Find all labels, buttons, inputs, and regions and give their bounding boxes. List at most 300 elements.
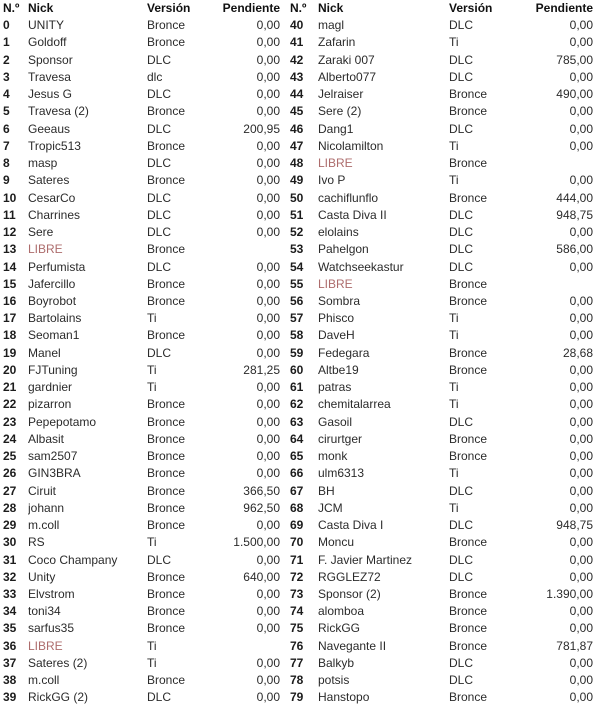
cell-pendiente: 0,00 [569,466,593,481]
cell-pendiente: 490,00 [556,87,593,102]
cell-nick: Manel [28,345,61,360]
cell-version: DLC [147,207,172,222]
cell-row-number: 49 [290,173,304,188]
cell-nick: Fedegara [318,345,370,360]
cell-row-number: 13 [3,242,17,257]
cell-row-number: 24 [3,431,17,446]
cell-version: Bronce [449,156,488,171]
cell-nick: Tropic513 [28,138,81,153]
cell-row-number: 65 [290,449,304,464]
cell-row-number: 58 [290,328,304,343]
cell-nick: Coco Champany [28,552,118,567]
cell-pendiente: 0,00 [569,655,593,670]
cell-row-number: 18 [3,328,17,343]
cell-pendiente: 0,00 [569,569,593,584]
cell-nick: Geeaus [28,121,71,136]
cell-nick: BH [318,483,335,498]
cell-version: Bronce [147,242,186,257]
cell-nick: Jesus G [28,87,73,102]
cell-row-number: 66 [290,466,304,481]
cell-row-number: 23 [3,414,17,429]
cell-pendiente: 0,00 [569,362,593,377]
cell-row-number: 26 [3,466,17,481]
cell-version: DLC [147,87,172,102]
cell-pendiente: 1.500,00 [233,535,280,550]
cell-row-number: 31 [3,552,17,567]
cell-version: Bronce [449,362,488,377]
cell-version: Ti [147,311,157,326]
cell-nick: magl [318,18,345,33]
cell-row-number: 57 [290,311,304,326]
cell-row-number: 33 [3,586,17,601]
cell-version: DLC [147,225,172,240]
cell-version: Bronce [147,586,186,601]
cell-nick: gardnier [28,380,73,395]
cell-version: Bronce [449,621,488,636]
cell-version: DLC [449,673,474,688]
cell-row-number: 4 [3,87,10,102]
cell-pendiente: 0,00 [569,397,593,412]
cell-nick: UNITY [28,18,64,33]
cell-nick: Travesa (2) [28,104,89,119]
cell-pendiente: 0,00 [569,500,593,515]
cell-row-number: 53 [290,242,304,257]
cell-row-number: 59 [290,345,304,360]
cell-nick: Zafarin [318,35,356,50]
cell-pendiente: 0,00 [256,673,280,688]
cell-version: Ti [147,362,157,377]
cell-row-number: 44 [290,87,304,102]
cell-row-number: 67 [290,483,304,498]
cell-version: Bronce [449,190,488,205]
cell-row-number: 78 [290,673,304,688]
column-header-num: N.º [290,1,307,15]
cell-version: Bronce [147,293,186,308]
cell-version: Bronce [147,414,186,429]
cell-nick: alomboa [318,604,365,619]
cell-pendiente: 0,00 [256,518,280,533]
cell-pendiente: 0,00 [256,156,280,171]
cell-version: Bronce [449,586,488,601]
cell-row-number: 27 [3,483,17,498]
cell-pendiente: 0,00 [256,138,280,153]
column-header-pendiente: Pendiente [535,1,593,15]
cell-version: DLC [449,18,474,33]
cell-pendiente: 0,00 [569,449,593,464]
cell-pendiente: 444,00 [556,190,593,205]
cell-pendiente: 0,00 [569,259,593,274]
column-header-nick: Nick [28,1,54,15]
column-header-pendiente: Pendiente [222,1,280,15]
cell-nick-libre: LIBRE [318,276,353,291]
cell-row-number: 7 [3,138,10,153]
cell-row-number: 61 [290,380,304,395]
cell-pendiente: 0,00 [256,604,280,619]
cell-row-number: 41 [290,35,304,50]
cell-pendiente: 0,00 [256,414,280,429]
cell-nick: Dang1 [318,121,354,136]
cell-row-number: 48 [290,156,304,171]
cell-nick: Phisco [318,311,355,326]
cell-pendiente: 0,00 [256,225,280,240]
cell-version: DLC [449,552,474,567]
cell-pendiente: 0,00 [256,621,280,636]
cell-pendiente: 0,00 [256,207,280,222]
cell-version: Ti [449,138,459,153]
cell-row-number: 10 [3,190,17,205]
cell-nick: cachiflunflo [318,190,379,205]
cell-nick: Bartolains [28,311,82,326]
cell-pendiente: 0,00 [569,552,593,567]
cell-pendiente: 281,25 [243,362,280,377]
cell-pendiente: 0,00 [256,380,280,395]
cell-nick: Casta Diva II [318,207,387,222]
cell-pendiente [513,155,600,172]
cell-nick: chemitalarrea [318,397,391,412]
cell-row-number: 30 [3,535,17,550]
cell-pendiente [209,638,287,655]
table-right-pane [287,0,600,707]
cell-row-number: 40 [290,18,304,33]
cell-row-number: 46 [290,121,304,136]
cell-row-number: 34 [3,604,17,619]
cell-row-number: 51 [290,207,304,222]
cell-nick-libre: LIBRE [318,156,353,171]
cell-nick: Sere [28,225,54,240]
cell-pendiente: 0,00 [256,311,280,326]
cell-version: dlc [147,69,163,84]
cell-pendiente: 28,68 [562,345,593,360]
cell-version: DLC [449,569,474,584]
cell-pendiente: 0,00 [569,293,593,308]
cell-nick: RGGLEZ72 [318,569,381,584]
cell-pendiente: 0,00 [256,35,280,50]
cell-pendiente: 1.390,00 [546,586,593,601]
cell-pendiente: 0,00 [256,18,280,33]
cell-pendiente: 0,00 [569,431,593,446]
cell-nick: johann [28,500,65,515]
cell-version: Ti [449,397,459,412]
cell-nick: Navegante II [318,638,387,653]
cell-version: Ti [449,311,459,326]
cell-version: Bronce [147,466,186,481]
cell-pendiente: 0,00 [256,69,280,84]
cell-row-number: 77 [290,655,304,670]
cell-nick: GIN3BRA [28,466,81,481]
cell-version: DLC [147,345,172,360]
cell-nick: Unity [28,569,56,584]
cell-nick: Zaraki 007 [318,52,375,67]
cell-row-number: 6 [3,121,10,136]
cell-pendiente: 0,00 [256,655,280,670]
cell-row-number: 14 [3,259,17,274]
cell-nick: m.coll [28,673,60,688]
cell-row-number: 32 [3,569,17,584]
cell-pendiente: 0,00 [256,190,280,205]
cell-pendiente: 948,75 [556,207,593,222]
cell-row-number: 36 [3,638,17,653]
cell-version: DLC [449,242,474,257]
cell-version: Ti [147,535,157,550]
cell-version: Ti [449,173,459,188]
cell-pendiente: 366,50 [243,483,280,498]
cell-nick: Jelraiser [318,87,364,102]
cell-pendiente: 0,00 [569,35,593,50]
cell-row-number: 5 [3,104,10,119]
cell-version: Ti [449,380,459,395]
cell-nick: Sponsor [28,52,73,67]
cell-version: Bronce [449,604,488,619]
cell-version: Bronce [449,638,488,653]
cell-row-number: 28 [3,500,17,515]
cell-pendiente: 781,87 [556,638,593,653]
cell-row-number: 52 [290,225,304,240]
cell-nick: toni34 [28,604,61,619]
cell-pendiente [209,241,287,258]
cell-row-number: 3 [3,69,10,84]
cell-version: DLC [147,156,172,171]
cell-row-number: 1 [3,35,10,50]
cell-version: Bronce [147,104,186,119]
cell-version: Bronce [147,173,186,188]
cell-pendiente: 0,00 [256,87,280,102]
cell-version: Ti [449,500,459,515]
cell-pendiente: 586,00 [556,242,593,257]
cell-nick: Hanstopo [318,690,370,705]
cell-pendiente: 0,00 [256,173,280,188]
cell-pendiente: 640,00 [243,569,280,584]
cell-pendiente: 0,00 [569,328,593,343]
cell-version: Bronce [147,449,186,464]
cell-nick: Gasoil [318,414,353,429]
cell-nick: Charrines [28,207,81,222]
cell-version: DLC [449,655,474,670]
cell-nick: elolains [318,225,359,240]
cell-pendiente: 0,00 [569,380,593,395]
cell-nick: F. Javier Martinez [318,552,413,567]
cell-pendiente: 0,00 [256,52,280,67]
cell-nick: Altbe19 [318,362,359,377]
cell-row-number: 21 [3,380,17,395]
cell-version: DLC [147,259,172,274]
cell-version: DLC [449,259,474,274]
cell-version: DLC [147,690,172,705]
cell-nick-libre: LIBRE [28,638,63,653]
cell-nick: Albasit [28,431,65,446]
cell-nick: Sombra [318,293,361,308]
cell-nick: ulm6313 [318,466,365,481]
cell-nick: Watchseekastur [318,259,404,274]
cell-pendiente: 0,00 [256,345,280,360]
cell-nick: Travesa [28,69,71,84]
cell-pendiente: 0,00 [569,535,593,550]
cell-nick: Sere (2) [318,104,362,119]
cell-pendiente: 200,95 [243,121,280,136]
cell-version: Bronce [147,35,186,50]
cell-version: DLC [449,52,474,67]
column-header-nick: Nick [318,1,344,15]
cell-pendiente: 0,00 [569,18,593,33]
cell-row-number: 71 [290,552,304,567]
cell-nick: Pepepotamo [28,414,97,429]
cell-version: DLC [147,190,172,205]
cell-row-number: 39 [3,690,17,705]
cell-row-number: 47 [290,138,304,153]
cell-version: DLC [147,121,172,136]
cell-pendiente: 0,00 [569,311,593,326]
cell-row-number: 19 [3,345,17,360]
cell-pendiente: 785,00 [556,52,593,67]
cell-row-number: 75 [290,621,304,636]
cell-row-number: 45 [290,104,304,119]
cell-version: DLC [449,414,474,429]
cell-nick: Casta Diva I [318,518,384,533]
cell-version: Bronce [449,431,488,446]
cell-pendiente: 0,00 [569,138,593,153]
cell-row-number: 12 [3,225,17,240]
cell-version: DLC [449,69,474,84]
cell-version: DLC [449,225,474,240]
cell-pendiente: 0,00 [256,328,280,343]
cell-row-number: 55 [290,276,304,291]
cell-row-number: 64 [290,431,304,446]
cell-nick: Ivo P [318,173,346,188]
cell-pendiente: 0,00 [569,69,593,84]
cell-row-number: 63 [290,414,304,429]
cell-row-number: 79 [290,690,304,705]
cell-nick: Balkyb [318,655,355,670]
cell-row-number: 70 [290,535,304,550]
cell-row-number: 69 [290,518,304,533]
cell-pendiente: 0,00 [569,225,593,240]
cell-row-number: 0 [3,18,10,33]
cell-row-number: 38 [3,673,17,688]
cell-version: Bronce [147,138,186,153]
cell-pendiente: 0,00 [256,397,280,412]
cell-pendiente: 0,00 [256,259,280,274]
cell-nick: Sateres [28,173,70,188]
cell-version: DLC [147,552,172,567]
cell-nick: Ciruit [28,483,57,498]
cell-pendiente: 0,00 [569,621,593,636]
cell-version: Bronce [449,276,488,291]
cell-row-number: 54 [290,259,304,274]
column-header-version: Versión [147,1,191,15]
cell-row-number: 43 [290,69,304,84]
cell-nick: m.coll [28,518,60,533]
cell-version: Bronce [147,397,186,412]
cell-nick: sam2507 [28,449,78,464]
cell-version: Bronce [449,690,488,705]
cell-nick: Perfumista [28,259,86,274]
cell-nick: Alberto077 [318,69,377,84]
cell-pendiente: 0,00 [256,104,280,119]
cell-version: DLC [449,207,474,222]
cell-version: Bronce [147,500,186,515]
cell-row-number: 29 [3,518,17,533]
cell-pendiente: 0,00 [569,483,593,498]
cell-pendiente: 0,00 [569,604,593,619]
cell-version: Bronce [449,293,488,308]
cell-row-number: 74 [290,604,304,619]
cell-nick: Seoman1 [28,328,80,343]
cell-version: Bronce [147,276,186,291]
cell-nick: Sponsor (2) [318,586,381,601]
cell-row-number: 17 [3,311,17,326]
cell-row-number: 50 [290,190,304,205]
cell-row-number: 20 [3,362,17,377]
cell-nick: RickGG [318,621,360,636]
cell-row-number: 73 [290,586,304,601]
cell-version: Bronce [147,328,186,343]
cell-pendiente: 0,00 [569,690,593,705]
cell-version: Bronce [449,87,488,102]
cell-version: DLC [449,483,474,498]
cell-version: Bronce [449,345,488,360]
cell-nick: Boyrobot [28,293,77,308]
cell-version: Ti [449,466,459,481]
cell-nick: DaveH [318,328,355,343]
cell-nick-libre: LIBRE [28,242,63,257]
cell-row-number: 35 [3,621,17,636]
cell-row-number: 16 [3,293,17,308]
cell-nick: FJTuning [28,362,78,377]
cell-pendiente: 0,00 [256,466,280,481]
cell-nick: patras [318,380,352,395]
cell-version: Bronce [147,604,186,619]
cell-row-number: 56 [290,293,304,308]
cell-nick: monk [318,449,348,464]
cell-row-number: 15 [3,276,17,291]
column-header-version: Versión [449,1,493,15]
cell-nick: Goldoff [28,35,67,50]
cell-row-number: 42 [290,52,304,67]
cell-version: Bronce [449,449,488,464]
cell-nick: masp [28,156,58,171]
cell-version: DLC [147,52,172,67]
cell-pendiente: 0,00 [256,431,280,446]
cell-row-number: 8 [3,156,10,171]
cell-nick: Moncu [318,535,355,550]
cell-nick: Nicolamilton [318,138,384,153]
cell-row-number: 11 [3,207,16,222]
cell-version: Bronce [147,518,186,533]
cell-nick: Sateres (2) [28,655,88,670]
cell-row-number: 9 [3,173,10,188]
cell-version: Ti [147,655,157,670]
cell-nick: CesarCo [28,190,76,205]
cell-row-number: 72 [290,569,304,584]
cell-version: DLC [449,518,474,533]
cell-version: Bronce [147,18,186,33]
cell-pendiente: 0,00 [569,104,593,119]
column-header-num: N.º [3,1,20,15]
cell-version: Bronce [147,621,186,636]
cell-nick: potsis [318,673,350,688]
cell-nick: pizarron [28,397,72,412]
cell-version: DLC [449,121,474,136]
cell-nick: Elvstrom [28,586,75,601]
cell-pendiente: 0,00 [256,690,280,705]
cell-pendiente: 0,00 [256,449,280,464]
cell-row-number: 2 [3,52,10,67]
cell-pendiente: 0,00 [256,586,280,601]
cell-version: Ti [147,380,157,395]
cell-version: Bronce [449,535,488,550]
cell-pendiente: 0,00 [569,121,593,136]
cell-nick: RS [28,535,45,550]
cell-row-number: 25 [3,449,17,464]
